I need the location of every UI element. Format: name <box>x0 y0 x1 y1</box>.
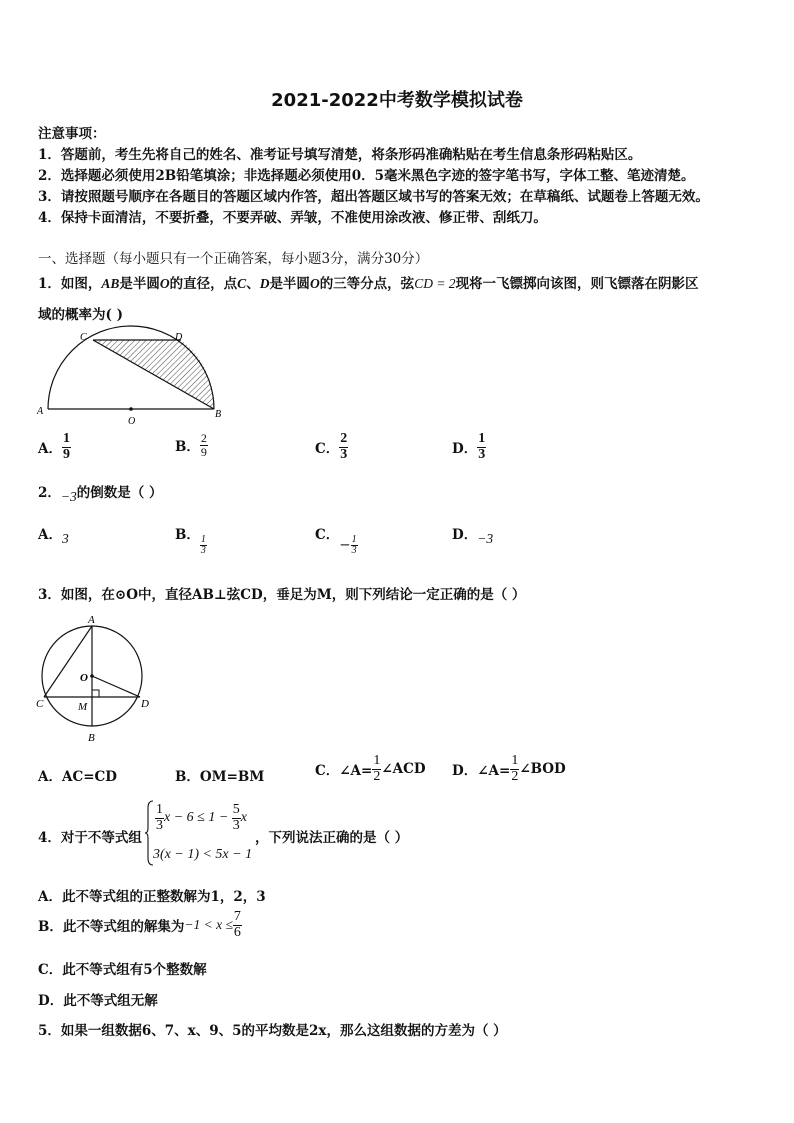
section-heading: 一、选择题（每小题只有一个正确答案，每小题3分，满分30分） <box>38 251 429 267</box>
label-b: B <box>88 732 95 744</box>
segment-ac <box>44 626 92 697</box>
q2-stem: 2．−3的倒数是（ ） <box>38 485 163 504</box>
q4-option-c[interactable]: C．此不等式组有5个整数解 <box>38 962 207 978</box>
q2-option-c[interactable]: C．− $\frac{1}{3}$ <box>315 527 357 556</box>
label-o: O <box>80 672 88 684</box>
label-c: C <box>36 698 44 710</box>
q3-option-c[interactable]: C．∠A= $\frac{1}{2}$ ∠ACD <box>315 753 426 784</box>
q1-option-a[interactable]: A． $\frac{1}{9}$ <box>38 431 70 462</box>
q1-option-c[interactable]: C． $\frac{2}{3}$ <box>315 431 348 462</box>
q4-stem-tail: ，下列说法正确的是（ ） <box>255 830 409 846</box>
notice-item-4: 4．保持卡面清洁，不要折叠，不要弄破、弄皱，不准使用涂改液、修正带、刮纸刀。 <box>38 210 547 226</box>
q1-option-d[interactable]: D． $\frac{1}{3}$ <box>452 431 486 462</box>
q3-stem: 3．如图，在⊙O中，直径AB⊥弦CD，垂足为M，则下列结论一定正确的是（ ） <box>38 587 526 603</box>
q1-option-b[interactable]: B． $\frac{2}{9}$ <box>175 431 207 459</box>
label-m: M <box>78 701 88 713</box>
label-d: D <box>175 332 183 343</box>
q5-stem: 5．如果一组数据6、7、x、9、5的平均数是2x，那么这组数据的方差为（ ） <box>38 1023 507 1039</box>
center-point <box>90 674 94 678</box>
q4-stem-lead: 4．对于不等式组 <box>38 830 142 846</box>
label-a: A <box>88 614 95 626</box>
q1-stem-line2: 域的概率为( ) <box>38 307 123 323</box>
notice-item-2: 2．选择题必须使用2B铅笔填涂；非选择题必须使用0．5毫米黑色字迹的签字笔书写，字体工整、笔迹清楚。 <box>38 168 695 184</box>
q1-stem: 1．如图，AB是半圆O的直径，点C、D是半圆O的三等分点，弦CD = 2现将一飞镖掷向该图，则飞镖落在阴影区 <box>38 276 699 292</box>
label-a: A <box>37 406 44 417</box>
q4-option-d[interactable]: D．此不等式组无解 <box>38 993 158 1009</box>
label-c: C <box>80 332 87 343</box>
q2-option-d[interactable]: D．−3 <box>452 527 494 546</box>
q3-option-b[interactable]: B．OM=BM <box>175 769 265 785</box>
notice-item-3: 3．请按照题号顺序在各题目的答题区域内作答，超出答题区域书写的答案无效；在草稿纸、试题卷上答题无效。 <box>38 189 709 205</box>
right-angle-mark <box>92 690 99 697</box>
q3-option-a[interactable]: A．AC=CD <box>38 769 117 785</box>
q3-circle-figure <box>34 610 158 748</box>
label-d: D <box>141 698 149 710</box>
label-o: O <box>128 416 136 427</box>
system-line-1: $\frac{1}{3}$ x − 6 ≤ 1 − $\frac{5}{3}$ x <box>156 802 248 833</box>
q2-option-b[interactable]: B． $\frac{1}{3}$ <box>175 527 206 556</box>
page-title: 2021-2022中考数学模拟试卷 <box>271 90 523 111</box>
system-line-2: 3(x − 1) < 5x − 1 <box>153 847 253 862</box>
q4-option-b[interactable]: B．此不等式组的解集为−1 < x ≤ $\frac{7}{6}$ <box>38 909 241 940</box>
q3-option-d[interactable]: D．∠A= $\frac{1}{2}$ ∠BOD <box>452 753 566 784</box>
q2-option-a[interactable]: A．3 <box>38 527 69 546</box>
notice-heading: 注意事项： <box>38 126 106 142</box>
label-b: B <box>215 409 222 420</box>
q1-semicircle-figure <box>34 322 234 432</box>
notice-item-1: 1．答题前，考生先将自己的姓名、准考证号填写清楚，将条形码准确粘贴在考生信息条形码粘贴区。 <box>38 147 642 163</box>
center-point <box>129 407 133 411</box>
q4-option-a[interactable]: A．此不等式组的正整数解为1，2，3 <box>38 889 266 905</box>
